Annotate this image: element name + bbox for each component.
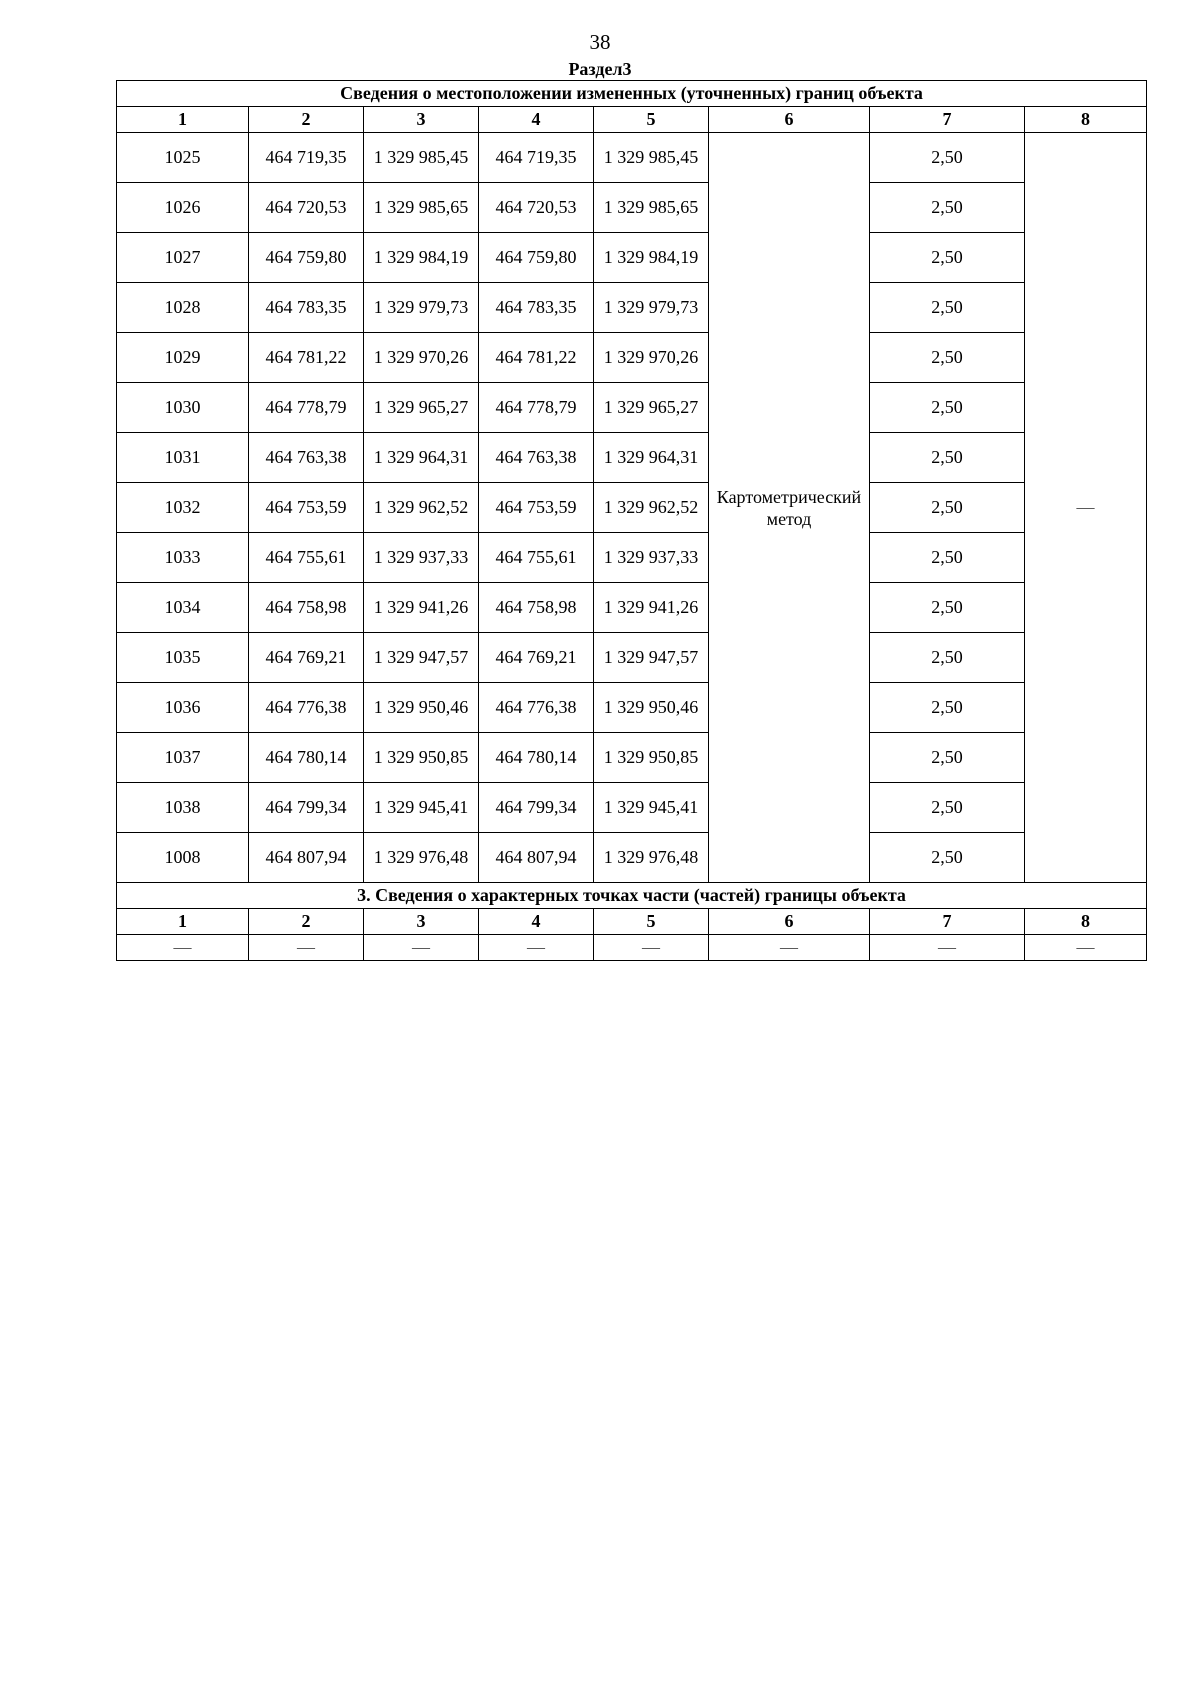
x-new-cell: 464 776,38	[479, 683, 594, 733]
y-new-cell: 1 329 950,46	[594, 683, 709, 733]
column-number: 4	[479, 909, 594, 935]
y-existing-cell: 1 329 941,26	[364, 583, 479, 633]
dash-cell: —	[870, 935, 1025, 961]
x-new-cell: 464 720,53	[479, 183, 594, 233]
column-number: 3	[364, 909, 479, 935]
table-row	[117, 533, 1147, 583]
column-number: 8	[1025, 909, 1147, 935]
table-row	[117, 233, 1147, 283]
table2-caption: 3. Сведения о характерных точках части (частей) границы объекта	[117, 883, 1147, 909]
x-new-cell: 464 778,79	[479, 383, 594, 433]
y-new-cell: 1 329 965,27	[594, 383, 709, 433]
x-existing-cell: 464 778,79	[249, 383, 364, 433]
column-number: 4	[479, 107, 594, 133]
y-existing-cell: 1 329 984,19	[364, 233, 479, 283]
x-new-cell: 464 769,21	[479, 633, 594, 683]
y-new-cell: 1 329 945,41	[594, 783, 709, 833]
x-new-cell: 464 807,94	[479, 833, 594, 883]
table1-caption: Сведения о местоположении измененных (уточненных) границ объекта	[117, 81, 1147, 107]
y-existing-cell: 1 329 979,73	[364, 283, 479, 333]
x-new-cell: 464 719,35	[479, 133, 594, 183]
dash-cell: —	[249, 935, 364, 961]
table-row	[117, 333, 1147, 383]
accuracy-cell: 2,50	[870, 233, 1025, 283]
y-existing-cell: 1 329 947,57	[364, 633, 479, 683]
point-number-cell: 1029	[117, 333, 249, 383]
y-existing-cell: 1 329 950,85	[364, 733, 479, 783]
x-new-cell: 464 755,61	[479, 533, 594, 583]
accuracy-cell: 2,50	[870, 533, 1025, 583]
y-new-cell: 1 329 947,57	[594, 633, 709, 683]
point-number-cell: 1037	[117, 733, 249, 783]
col8-cell: —	[1025, 133, 1147, 883]
x-new-cell: 464 763,38	[479, 433, 594, 483]
y-existing-cell: 1 329 976,48	[364, 833, 479, 883]
table-row	[117, 935, 1147, 961]
column-number: 6	[709, 107, 870, 133]
table-row	[117, 633, 1147, 683]
accuracy-cell: 2,50	[870, 433, 1025, 483]
y-existing-cell: 1 329 937,33	[364, 533, 479, 583]
column-number: 7	[870, 107, 1025, 133]
x-existing-cell: 464 758,98	[249, 583, 364, 633]
dash-cell: —	[594, 935, 709, 961]
x-existing-cell: 464 769,21	[249, 633, 364, 683]
table1-caption-row	[117, 81, 1147, 107]
column-number: 5	[594, 107, 709, 133]
point-number-cell: 1008	[117, 833, 249, 883]
y-new-cell: 1 329 964,31	[594, 433, 709, 483]
x-existing-cell: 464 759,80	[249, 233, 364, 283]
point-number-cell: 1031	[117, 433, 249, 483]
column-number: 1	[117, 909, 249, 935]
column-number: 3	[364, 107, 479, 133]
dash-cell: —	[364, 935, 479, 961]
y-new-cell: 1 329 979,73	[594, 283, 709, 333]
x-existing-cell: 464 755,61	[249, 533, 364, 583]
y-new-cell: 1 329 950,85	[594, 733, 709, 783]
accuracy-cell: 2,50	[870, 783, 1025, 833]
point-number-cell: 1026	[117, 183, 249, 233]
point-number-cell: 1033	[117, 533, 249, 583]
accuracy-cell: 2,50	[870, 833, 1025, 883]
y-new-cell: 1 329 970,26	[594, 333, 709, 383]
dash-cell: —	[479, 935, 594, 961]
accuracy-cell: 2,50	[870, 733, 1025, 783]
accuracy-cell: 2,50	[870, 133, 1025, 183]
table2-caption-row	[117, 883, 1147, 909]
y-new-cell: 1 329 984,19	[594, 233, 709, 283]
x-existing-cell: 464 783,35	[249, 283, 364, 333]
y-existing-cell: 1 329 950,46	[364, 683, 479, 733]
accuracy-cell: 2,50	[870, 333, 1025, 383]
y-new-cell: 1 329 985,65	[594, 183, 709, 233]
column-number: 8	[1025, 107, 1147, 133]
y-new-cell: 1 329 985,45	[594, 133, 709, 183]
x-existing-cell: 464 799,34	[249, 783, 364, 833]
page-number: 38	[589, 30, 611, 54]
point-number-cell: 1035	[117, 633, 249, 683]
x-new-cell: 464 780,14	[479, 733, 594, 783]
x-existing-cell: 464 807,94	[249, 833, 364, 883]
y-existing-cell: 1 329 970,26	[364, 333, 479, 383]
point-number-cell: 1038	[117, 783, 249, 833]
point-number-cell: 1032	[117, 483, 249, 533]
point-number-cell: 1036	[117, 683, 249, 733]
x-new-cell: 464 759,80	[479, 233, 594, 283]
x-existing-cell: 464 720,53	[249, 183, 364, 233]
y-new-cell: 1 329 941,26	[594, 583, 709, 633]
dash-cell: —	[1025, 935, 1147, 961]
x-new-cell: 464 799,34	[479, 783, 594, 833]
y-existing-cell: 1 329 964,31	[364, 433, 479, 483]
table-row	[117, 833, 1147, 883]
table-row	[117, 433, 1147, 483]
accuracy-cell: 2,50	[870, 383, 1025, 433]
table-row	[117, 283, 1147, 333]
accuracy-cell: 2,50	[870, 483, 1025, 533]
boundary-table	[116, 80, 1147, 961]
dash-cell: —	[709, 935, 870, 961]
x-existing-cell: 464 781,22	[249, 333, 364, 383]
accuracy-cell: 2,50	[870, 283, 1025, 333]
dash-cell: —	[117, 935, 249, 961]
y-new-cell: 1 329 962,52	[594, 483, 709, 533]
method-cell: Картометрический метод	[709, 133, 870, 883]
point-number-cell: 1028	[117, 283, 249, 333]
y-new-cell: 1 329 976,48	[594, 833, 709, 883]
y-existing-cell: 1 329 962,52	[364, 483, 479, 533]
x-existing-cell: 464 753,59	[249, 483, 364, 533]
table1-column-numbers	[117, 107, 1147, 133]
table-row	[117, 383, 1147, 433]
y-new-cell: 1 329 937,33	[594, 533, 709, 583]
table-row	[117, 683, 1147, 733]
y-existing-cell: 1 329 945,41	[364, 783, 479, 833]
column-number: 1	[117, 107, 249, 133]
point-number-cell: 1025	[117, 133, 249, 183]
accuracy-cell: 2,50	[870, 683, 1025, 733]
table-row	[117, 133, 1147, 183]
y-existing-cell: 1 329 965,27	[364, 383, 479, 433]
table-row	[117, 733, 1147, 783]
x-new-cell: 464 758,98	[479, 583, 594, 633]
x-existing-cell: 464 763,38	[249, 433, 364, 483]
table-row	[117, 583, 1147, 633]
x-new-cell: 464 781,22	[479, 333, 594, 383]
accuracy-cell: 2,50	[870, 633, 1025, 683]
x-existing-cell: 464 780,14	[249, 733, 364, 783]
y-existing-cell: 1 329 985,45	[364, 133, 479, 183]
accuracy-cell: 2,50	[870, 583, 1025, 633]
section-title: Раздел3	[568, 59, 632, 79]
column-number: 2	[249, 909, 364, 935]
x-new-cell: 464 783,35	[479, 283, 594, 333]
column-number: 7	[870, 909, 1025, 935]
column-number: 5	[594, 909, 709, 935]
table-row	[117, 183, 1147, 233]
point-number-cell: 1030	[117, 383, 249, 433]
accuracy-cell: 2,50	[870, 183, 1025, 233]
column-number: 2	[249, 107, 364, 133]
table-row	[117, 483, 1147, 533]
x-existing-cell: 464 776,38	[249, 683, 364, 733]
x-new-cell: 464 753,59	[479, 483, 594, 533]
column-number: 6	[709, 909, 870, 935]
point-number-cell: 1034	[117, 583, 249, 633]
table-row	[117, 783, 1147, 833]
table2-column-numbers	[117, 909, 1147, 935]
x-existing-cell: 464 719,35	[249, 133, 364, 183]
point-number-cell: 1027	[117, 233, 249, 283]
y-existing-cell: 1 329 985,65	[364, 183, 479, 233]
